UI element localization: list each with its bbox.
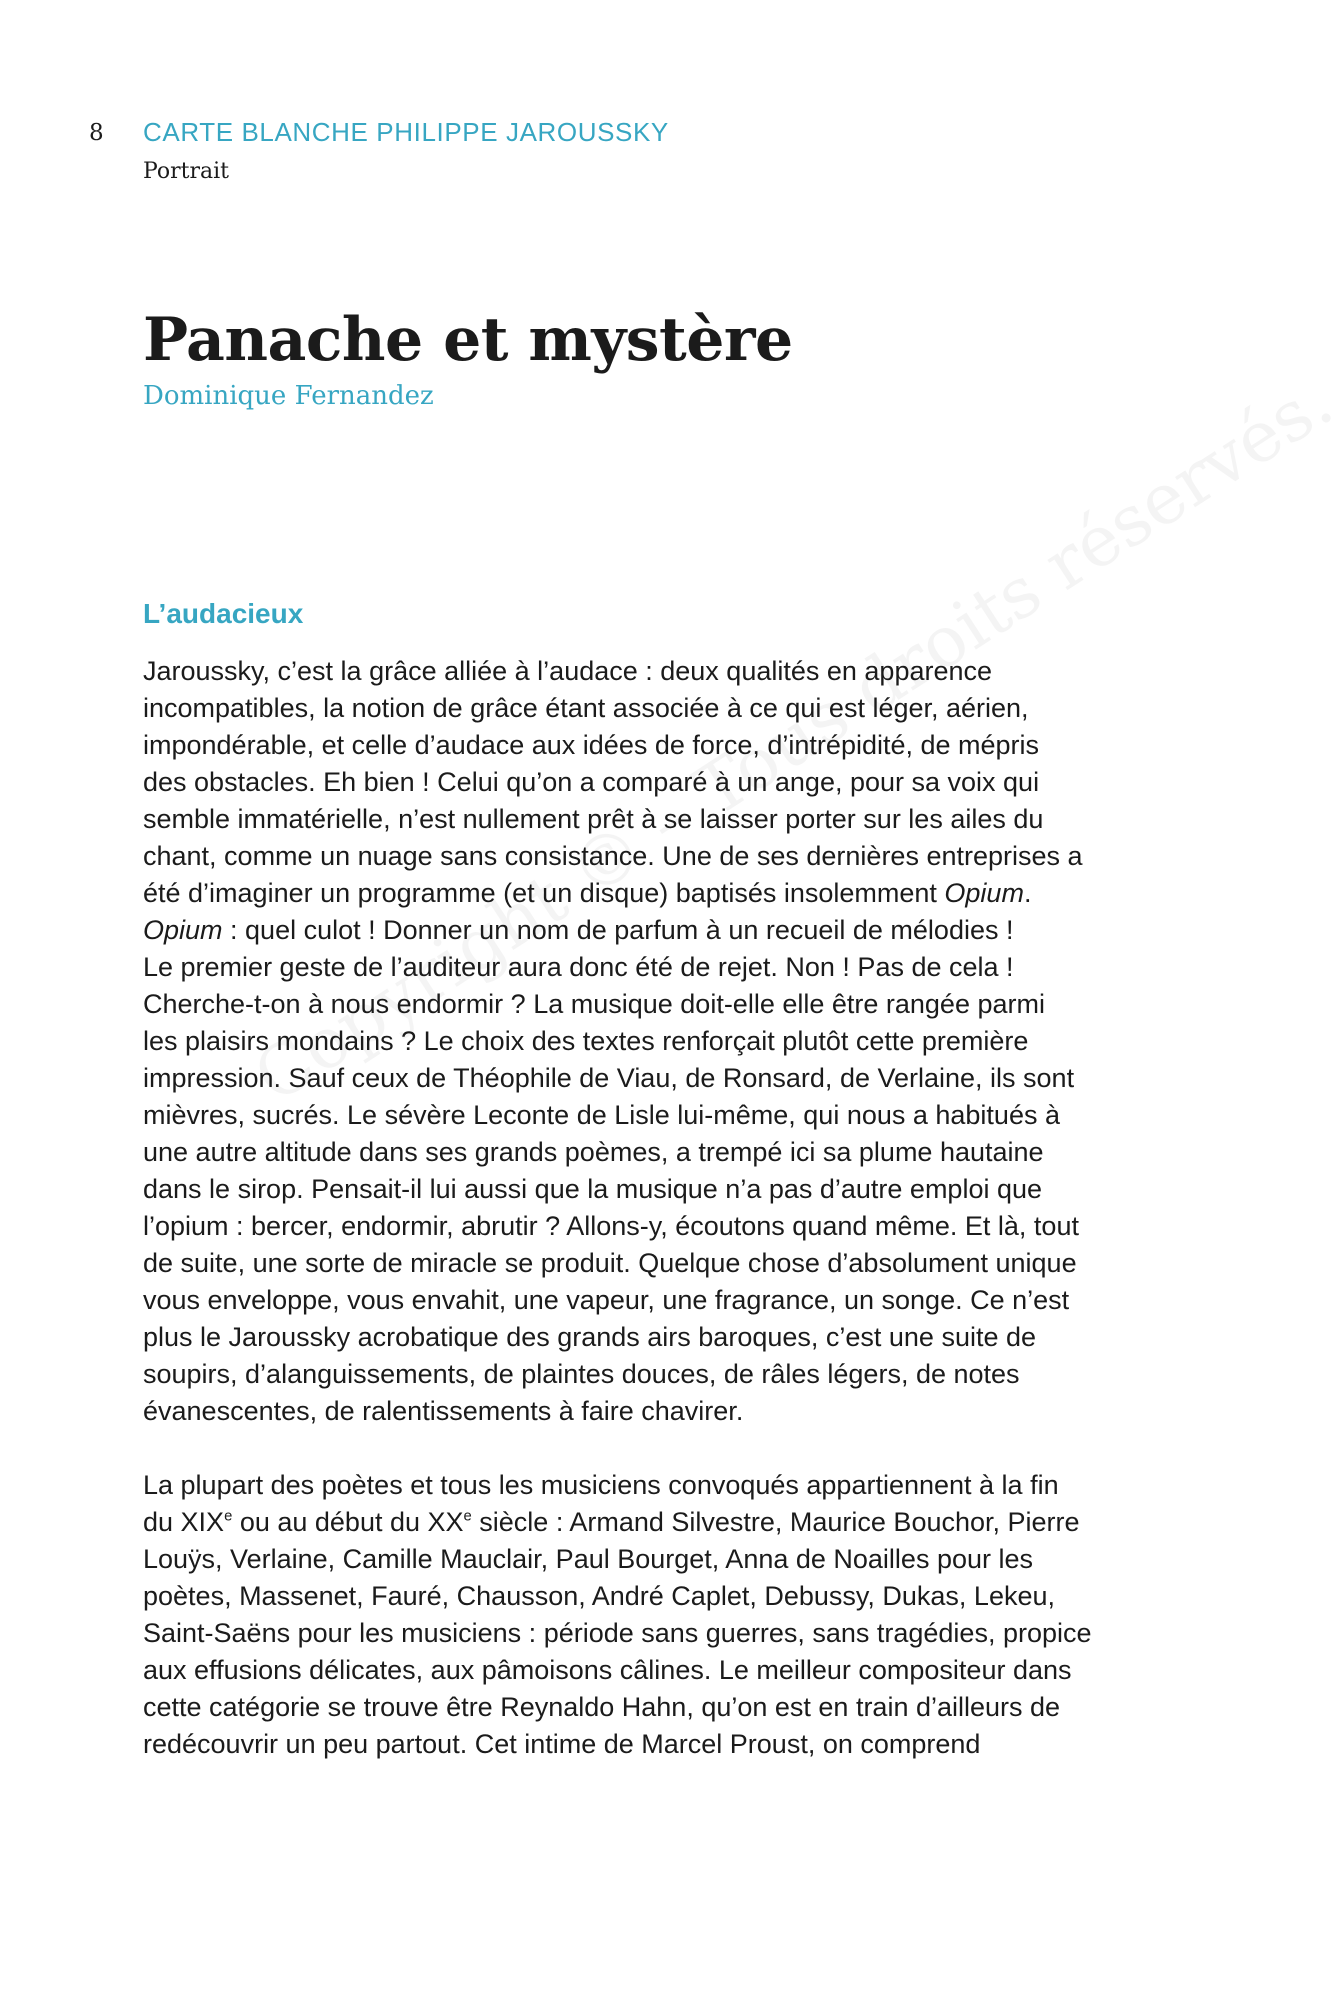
text-fragment: . xyxy=(1023,878,1032,908)
text-fragment: ou au début du XX xyxy=(232,1507,464,1537)
text-fragment: du XIX xyxy=(143,1507,225,1537)
text-line: aux effusions délicates, aux pâmoisons câlines. Le meilleur compositeur dans xyxy=(143,1655,1072,1685)
text-line: Jaroussky, c’est la grâce alliée à l’audace : deux qualités en apparence xyxy=(143,656,993,686)
text-line: mièvres, sucrés. Le sévère Leconte de Lisle lui-même, qui nous a habitués à xyxy=(143,1100,1060,1130)
text-line: une autre altitude dans ses grands poèmes, a trempé ici sa plume hautaine xyxy=(143,1137,1044,1167)
text-line: plus le Jaroussky acrobatique des grands airs baroques, c’est une suite de xyxy=(143,1322,1037,1352)
paragraph-1 xyxy=(143,653,1203,1430)
article-title: Panache et mystère xyxy=(143,305,793,375)
text-line: l’opium : bercer, endormir, abrutir ? Allons-y, écoutons quand même. Et là, tout xyxy=(143,1211,1079,1241)
text-line: impression. Sauf ceux de Théophile de Viau, de Ronsard, de Verlaine, ils sont xyxy=(143,1063,1075,1093)
paragraph-2 xyxy=(143,1467,1203,1763)
text-line: semble immatérielle, n’est nullement prêt à se laisser porter sur les ailes du xyxy=(143,804,1044,834)
text-line xyxy=(143,912,1203,949)
text-line: chant, comme un nuage sans consistance. Une de ses dernières entreprises a xyxy=(143,841,1083,871)
superscript: e xyxy=(224,1508,233,1525)
text-line: vous enveloppe, vous envahit, une vapeur, une fragrance, un songe. Ce n’est xyxy=(143,1285,1070,1315)
running-header-section: Portrait xyxy=(143,159,230,184)
page-number: 8 xyxy=(89,120,104,146)
text-fragment: siècle : Armand Silvestre, Maurice Bouchor, Pierre xyxy=(471,1507,1080,1537)
text-fragment: été d’imaginer un programme (et un disque) baptisés insolemment xyxy=(143,878,945,908)
text-line: redécouvrir un peu partout. Cet intime de Marcel Proust, on comprend xyxy=(143,1729,981,1759)
text-line: des obstacles. Eh bien ! Celui qu’on a comparé à un ange, pour sa voix qui xyxy=(143,767,1040,797)
text-line: dans le sirop. Pensait-il lui aussi que la musique n’a pas d’autre emploi que xyxy=(143,1174,1043,1204)
article-author: Dominique Fernandez xyxy=(143,381,434,411)
text-line: poètes, Massenet, Fauré, Chausson, André Caplet, Debussy, Dukas, Lekeu, xyxy=(143,1581,1056,1611)
text-line xyxy=(143,1504,1203,1541)
text-line: Louÿs, Verlaine, Camille Mauclair, Paul Bourget, Anna de Noailles pour les xyxy=(143,1544,1033,1574)
text-line: cette catégorie se trouve être Reynaldo Hahn, qu’on est en train d’ailleurs de xyxy=(143,1692,1061,1722)
text-line: de suite, une sorte de miracle se produit. Quelque chose d’absolument unique xyxy=(143,1248,1077,1278)
text-fragment: : quel culot ! Donner un nom de parfum à un recueil de mélodies ! xyxy=(222,915,1014,945)
text-line: incompatibles, la notion de grâce étant associée à ce qui est léger, aérien, xyxy=(143,693,1029,723)
text-line: impondérable, et celle d’audace aux idées de force, d’intrépidité, de mépris xyxy=(143,730,1040,760)
text-line: La plupart des poètes et tous les musiciens convoqués appartiennent à la fin xyxy=(143,1470,1059,1500)
text-line xyxy=(143,875,1203,912)
text-line: Cherche-t-on à nous endormir ? La musique doit-elle elle être rangée parmi xyxy=(143,989,1045,1019)
text-line: évanescentes, de ralentissements à faire chavirer. xyxy=(143,1396,744,1426)
superscript: e xyxy=(463,1508,472,1525)
running-header-title: CARTE BLANCHE PHILIPPE JAROUSSKY xyxy=(143,117,669,147)
text-line: Saint-Saëns pour les musiciens : période sans guerres, sans tragédies, propice xyxy=(143,1618,1092,1648)
text-line: Le premier geste de l’auditeur aura donc été de rejet. Non ! Pas de cela ! xyxy=(143,952,1014,982)
album-title-opium: Opium xyxy=(143,915,223,945)
album-title-opium: Opium xyxy=(944,878,1024,908)
text-line: soupirs, d’alanguissements, de plaintes douces, de râles légers, de notes xyxy=(143,1359,1020,1389)
text-line: les plaisirs mondains ? Le choix des textes renforçait plutôt cette première xyxy=(143,1026,1029,1056)
section-heading: L’audacieux xyxy=(143,598,304,629)
